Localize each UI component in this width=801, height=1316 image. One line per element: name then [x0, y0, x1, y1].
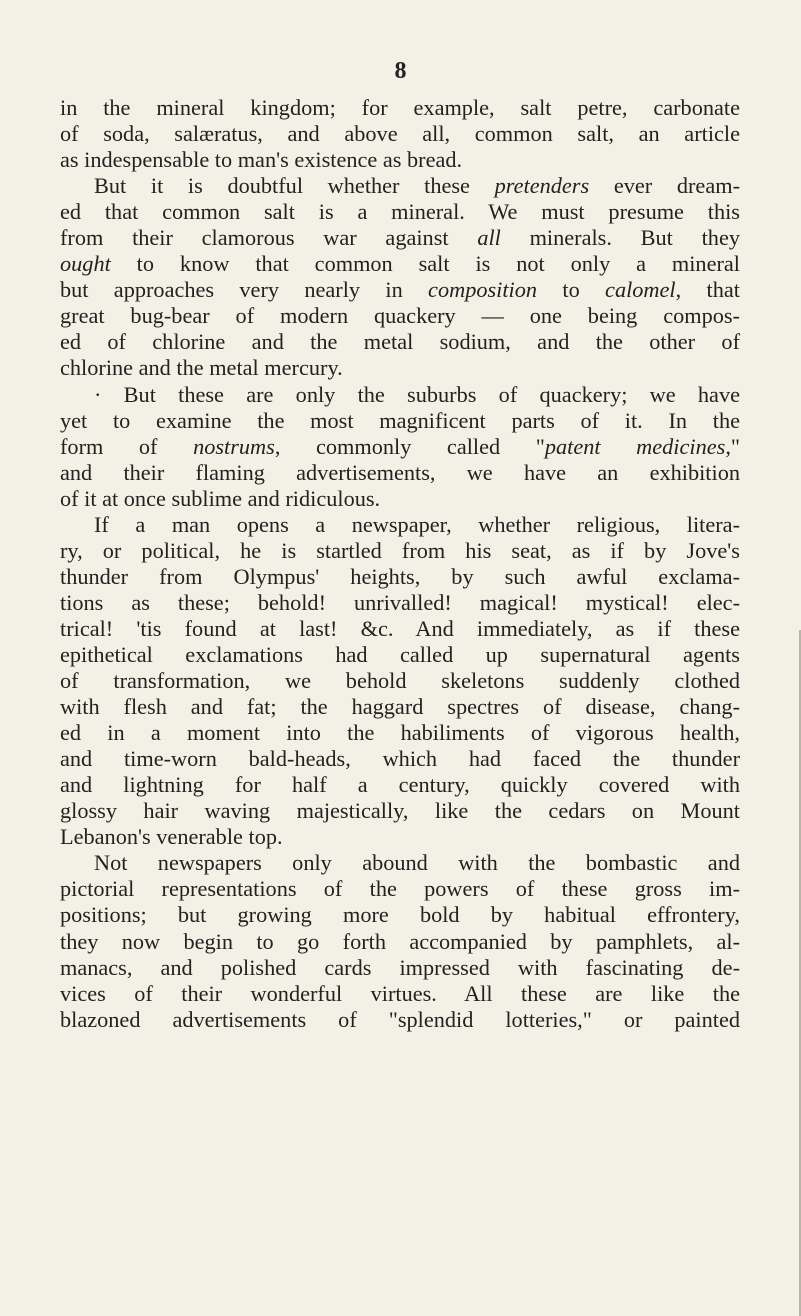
text-line: of it at once sublime and ridiculous.: [60, 485, 381, 511]
text-line: Lebanon's venerable top.: [60, 824, 283, 850]
text-line: but approaches very nearly in composition to calomel, that: [60, 277, 740, 303]
text-line: · But these are only the suburbs of quackery; we have: [94, 381, 740, 407]
text-line: ed in a moment into the habiliments of vigorous health,: [60, 720, 740, 746]
text-line: yet to examine the most magnificent parts of it. In the: [60, 407, 740, 433]
page-number: 8: [394, 58, 407, 84]
text-line: epithetical exclamations had called up supernatural agents: [60, 641, 740, 667]
text-line: vices of their wonderful virtues. All these are like the: [60, 980, 740, 1006]
text-line: and time-worn bald-heads, which had faced the thunder: [60, 746, 740, 772]
text-line: tions as these; behold! unrivalled! magical! mystical! elec-: [60, 589, 740, 615]
text-line: blazoned advertisements of "splendid lotteries," or painted: [60, 1006, 740, 1032]
text-line: form of nostrums, commonly called "patent medicines,": [60, 433, 740, 459]
text-line: they now begin to go forth accompanied by pamphlets, al-: [60, 928, 740, 954]
text-line: as indespensable to man's existence as bread.: [60, 147, 463, 173]
text-line: in the mineral kingdom; for example, salt petre, carbonate: [60, 95, 740, 120]
text-line: trical! 'tis found at last! &c. And immediately, as if these: [60, 615, 740, 641]
text-line: positions; but growing more bold by habitual effrontery,: [60, 902, 740, 928]
text-line: pictorial representations of the powers of these gross im-: [60, 876, 740, 902]
text-line: manacs, and polished cards impressed with fascinating de-: [60, 954, 740, 980]
text-line: and lightning for half a century, quickly covered with: [60, 772, 740, 798]
text-line: and their flaming advertisements, we have an exhibition: [60, 459, 740, 485]
text-line: But it is doubtful whether these pretenders ever dream-: [94, 173, 740, 199]
text-line: If a man opens a newspaper, whether religious, litera-: [94, 511, 740, 537]
text-line: with flesh and fat; the haggard spectres of disease, chang-: [60, 694, 740, 720]
text-line: of soda, salæratus, and above all, common salt, an article: [60, 121, 740, 147]
text-line: from their clamorous war against all minerals. But they: [60, 225, 740, 251]
text-line: chlorine and the metal mercury.: [60, 355, 343, 381]
text-line: ed of chlorine and the metal sodium, and the other of: [60, 329, 740, 355]
text-line: ed that common salt is a mineral. We must presume this: [60, 199, 740, 225]
text-line: of transformation, we behold skeletons suddenly clothed: [60, 668, 740, 694]
text-line: glossy hair waving majestically, like the cedars on Mount: [60, 798, 740, 824]
text-line: thunder from Olympus' heights, by such awful exclama-: [60, 563, 740, 589]
text-line: great bug-bear of modern quackery — one being compos-: [60, 303, 740, 329]
body-text: [60, 95, 740, 1033]
text-line: Not newspapers only abound with the bombastic and: [94, 850, 740, 876]
text-line: ry, or political, he is startled from his seat, as if by Jove's: [60, 537, 740, 563]
text-line: ought to know that common salt is not only a mineral: [60, 251, 740, 277]
